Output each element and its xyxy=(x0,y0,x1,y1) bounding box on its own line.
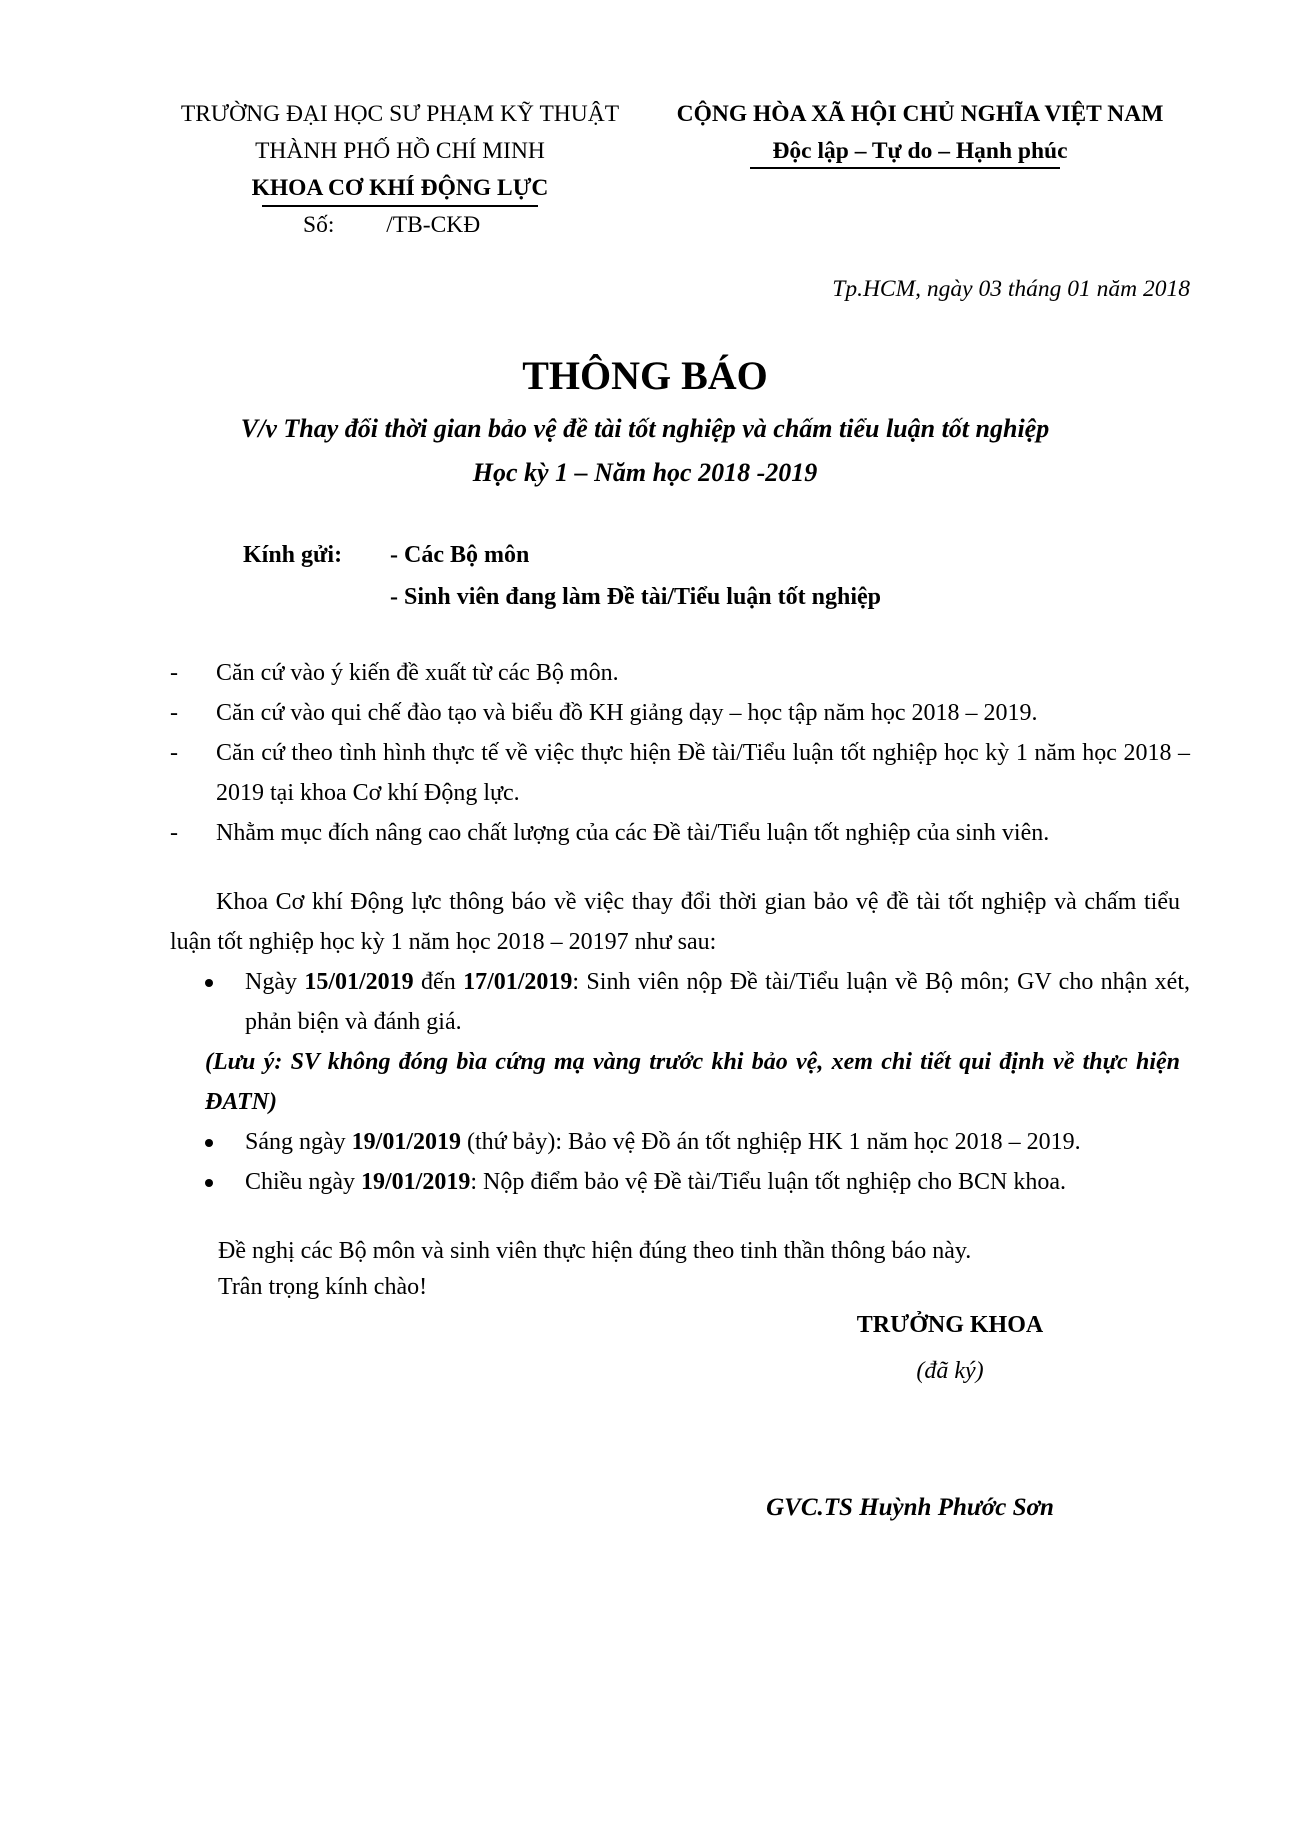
ground-item xyxy=(170,653,1190,693)
closing-greeting: Trân trọng kính chào! xyxy=(218,1274,428,1300)
national-motto xyxy=(650,100,1190,174)
dash-marker: - xyxy=(170,700,178,726)
subject-line-2: Học kỳ 1 – Năm học 2018 -2019 xyxy=(472,458,818,487)
faculty-name: KHOA CƠ KHÍ ĐỘNG LỰC xyxy=(251,175,549,201)
schedule-date: 19/01/2019 xyxy=(351,1129,461,1155)
intro-paragraph: Khoa Cơ khí Động lực thông báo về việc thay đổi thời gian bảo vệ đề tài tốt nghiệp và chấm tiểu luận tốt nghiệp học kỳ 1 năm học 2018 – 20197 như sau: xyxy=(170,889,1180,955)
schedule-date: 15/01/2019 xyxy=(304,969,414,995)
bullet-icon xyxy=(205,1139,213,1147)
page-title: THÔNG BÁO xyxy=(522,353,768,398)
ground-item xyxy=(170,693,1190,733)
ground-text: Nhằm mục đích nâng cao chất lượng của các Đề tài/Tiểu luận tốt nghiệp của sinh viên. xyxy=(216,820,1050,846)
ground-item xyxy=(170,733,1190,813)
recipient-item: - Các Bộ môn xyxy=(390,542,530,568)
schedule-item xyxy=(205,1162,1190,1202)
signer-name: GVC.TS Huỳnh Phước Sơn xyxy=(766,1494,1054,1521)
number-code: /TB-CKĐ xyxy=(386,212,481,238)
ground-text: Căn cứ theo tình hình thực tế về việc thực hiện Đề tài/Tiểu luận tốt nghiệp học kỳ 1 năm học 2018 – 2019 tại khoa Cơ khí Động lực. xyxy=(216,740,1190,806)
document-number xyxy=(160,211,640,248)
closing-request: Đề nghị các Bộ môn và sinh viên thực hiện đúng theo tinh thần thông báo này. xyxy=(218,1238,972,1264)
bullet-icon xyxy=(205,979,213,987)
schedule-date: 17/01/2019 xyxy=(463,969,573,995)
issue-date: Tp.HCM, ngày 03 tháng 01 năm 2018 xyxy=(832,276,1190,302)
schedule-item xyxy=(205,1122,1190,1162)
ground-item xyxy=(170,813,1190,853)
recipient-item: - Sinh viên đang làm Đề tài/Tiểu luận tốt nghiệp xyxy=(390,584,881,610)
schedule-text: Ngày 15/01/2019 đến 17/01/2019: Sinh viên nộp Đề tài/Tiểu luận về Bộ môn; GV cho nhận xét, phản biện và đánh giá. xyxy=(245,969,1191,1035)
motto: Độc lập – Tự do – Hạnh phúc xyxy=(772,138,1068,164)
faculty-underline xyxy=(262,205,538,207)
issuing-organization xyxy=(160,100,640,248)
subject-line-1: V/v Thay đổi thời gian bảo vệ đề tài tốt nghiệp và chấm tiểu luận tốt nghiệp xyxy=(240,414,1050,443)
schedule-text: Chiều ngày 19/01/2019: Nộp điểm bảo vệ Đề tài/Tiểu luận tốt nghiệp cho BCN khoa. xyxy=(245,1169,1067,1195)
signed-note: (đã ký) xyxy=(916,1358,984,1384)
ground-text: Căn cứ vào ý kiến đề xuất từ các Bộ môn. xyxy=(216,660,619,686)
country-name: CỘNG HÒA XÃ HỘI CHỦ NGHĨA VIỆT NAM xyxy=(676,101,1164,127)
dash-marker: - xyxy=(170,820,178,846)
dash-marker: - xyxy=(170,740,178,766)
city-name: THÀNH PHỐ HỒ CHÍ MINH xyxy=(255,138,545,164)
signer-title: TRƯỞNG KHOA xyxy=(856,1312,1044,1338)
schedule-date: 19/01/2019 xyxy=(360,1169,471,1195)
schedule-item xyxy=(205,962,1190,1042)
dash-marker: - xyxy=(170,660,178,686)
recipients-label: Kính gửi: xyxy=(243,542,343,568)
ground-text: Căn cứ vào qui chế đào tạo và biểu đồ KH giảng dạy – học tập năm học 2018 – 2019. xyxy=(216,700,1038,726)
number-label: Số: xyxy=(303,212,335,238)
university-name: TRƯỜNG ĐẠI HỌC SƯ PHẠM KỸ THUẬT xyxy=(180,101,620,127)
bullet-icon xyxy=(205,1179,213,1187)
schedule-text: Sáng ngày 19/01/2019 (thứ bảy): Bảo vệ Đồ án tốt nghiệp HK 1 năm học 2018 – 2019. xyxy=(245,1129,1081,1155)
motto-underline xyxy=(750,167,1060,169)
schedule-note: (Lưu ý: SV không đóng bìa cứng mạ vàng trước khi bảo vệ, xem chi tiết qui định về thực hiện ĐATN) xyxy=(205,1049,1180,1115)
